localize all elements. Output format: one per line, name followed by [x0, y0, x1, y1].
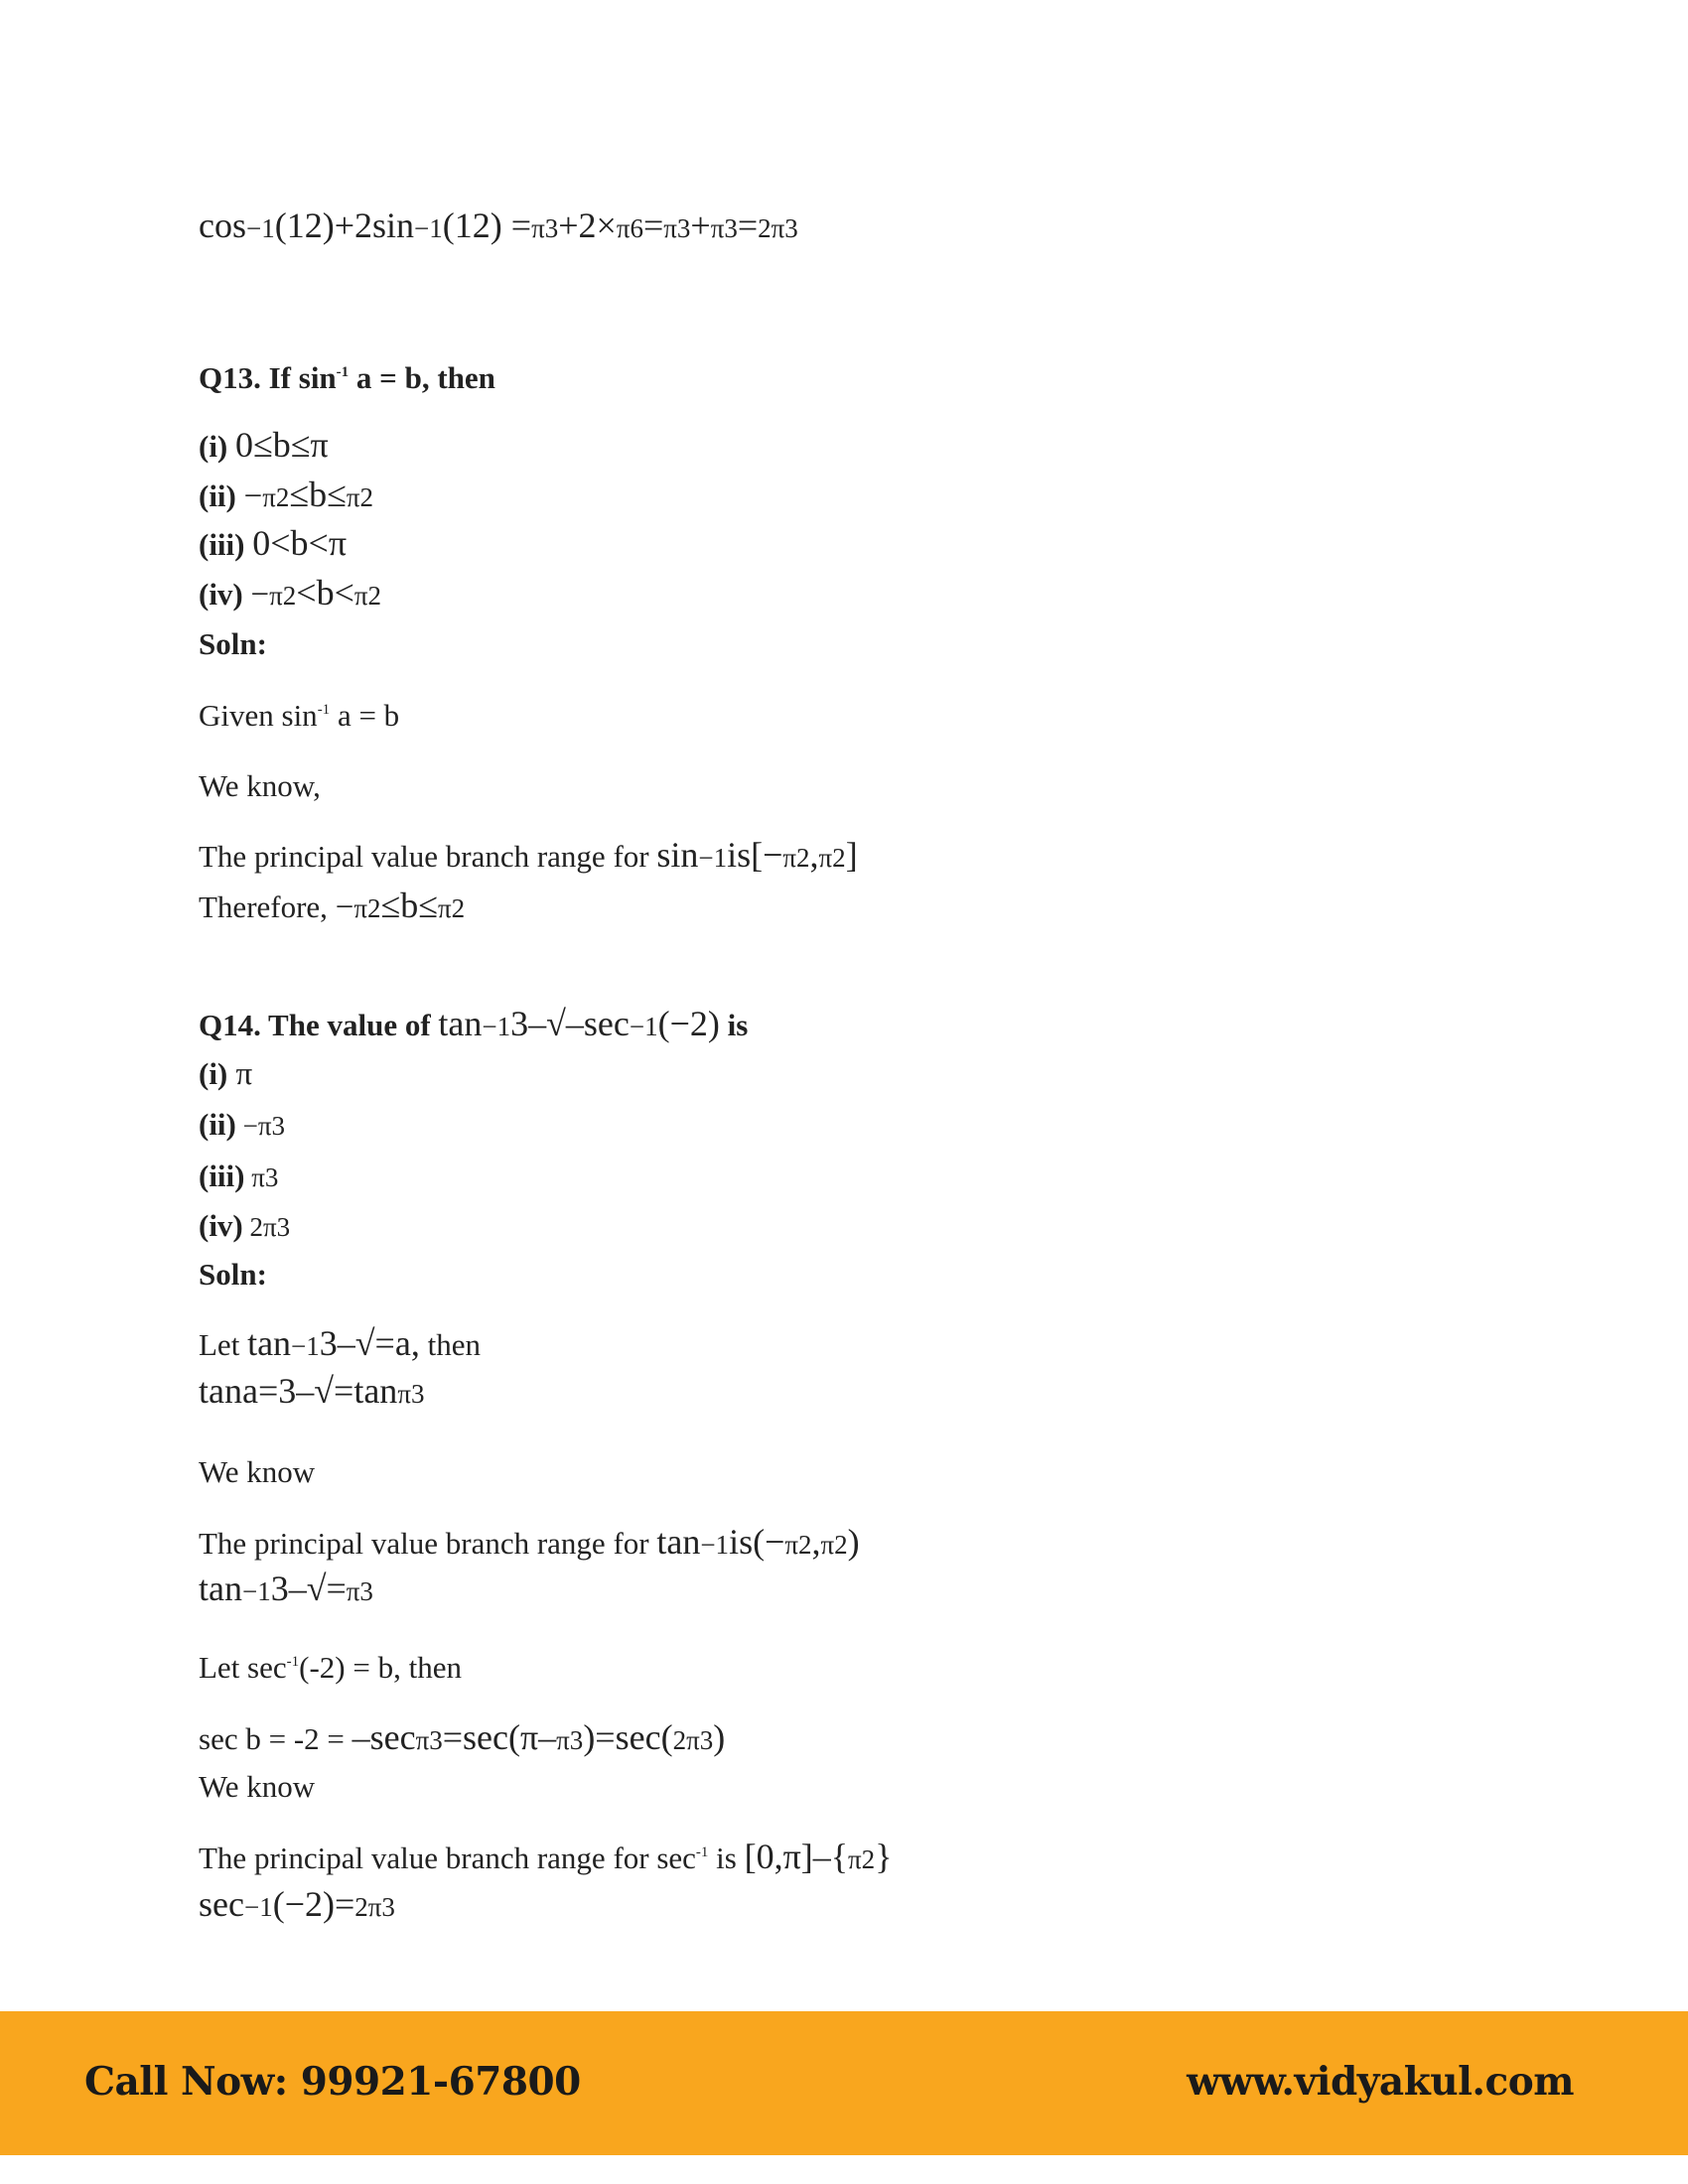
- q13-therefore: Therefore, −π2≤b≤π2: [199, 886, 466, 925]
- q13-option-3: (iii) 0<b<π: [199, 523, 348, 563]
- q14-option-2: (ii) −π3: [199, 1107, 285, 1142]
- q13-soln-label: Soln:: [199, 626, 267, 661]
- q14-tan-a: tana=3–√=tanπ3: [199, 1371, 425, 1411]
- q14-title: Q14. The value of tan−13–√–sec−1(−2) is: [199, 1004, 749, 1043]
- q14-sec-branch-range: The principal value branch range for $\sec^{-1}$ is [0,π]–{π2}: [199, 1837, 893, 1876]
- q14-option-4: (iv) 2π3: [199, 1208, 291, 1243]
- q13-title: Q13. If $\sin^{-1} a = b$, then: [199, 360, 495, 395]
- q13-given: Given $\sin^{-1} a = b$: [199, 698, 400, 733]
- q13-option-1: (i) 0≤b≤π: [199, 425, 329, 465]
- q14-option-3: (iii) π3: [199, 1159, 279, 1193]
- q14-tan-branch-range: The principal value branch range for tan−1is(−π2,π2): [199, 1522, 860, 1562]
- q13-option-2: (ii) −π2≤b≤π2: [199, 475, 374, 514]
- call-now-text: Call Now: 99921-67800: [84, 2059, 581, 2105]
- q13-we-know: We know,: [199, 768, 321, 803]
- website-link[interactable]: www.vidyakul.com: [1187, 2059, 1574, 2105]
- previous-result-equation: cos−1(12)+2sin−1(12) =π3+2×π6=π3+π3=2π3: [199, 205, 798, 245]
- q13-option-4: (iv) −π2<b<π2: [199, 573, 382, 613]
- q14-soln-label: Soln:: [199, 1257, 267, 1292]
- q14-let-tan: Let tan−13–√=a, then: [199, 1323, 481, 1363]
- q14-tan-result: tan−13–√=π3: [199, 1569, 373, 1608]
- q13-branch-range: The principal value branch range for sin−1is[−π2,π2]: [199, 835, 858, 875]
- q14-sec-b: sec b = -2 = –secπ3=sec(π–π3)=sec(2π3): [199, 1717, 726, 1757]
- footer-banner: [0, 2011, 1688, 2155]
- q14-sec-result: sec−1(−2)=2π3: [199, 1884, 395, 1924]
- q14-we-know-1: We know: [199, 1454, 316, 1489]
- q14-option-1: (i) π: [199, 1056, 253, 1092]
- q14-let-sec: Let $\sec^{-1}(-2) = b$, then: [199, 1650, 462, 1685]
- q14-we-know-2: We know: [199, 1769, 316, 1804]
